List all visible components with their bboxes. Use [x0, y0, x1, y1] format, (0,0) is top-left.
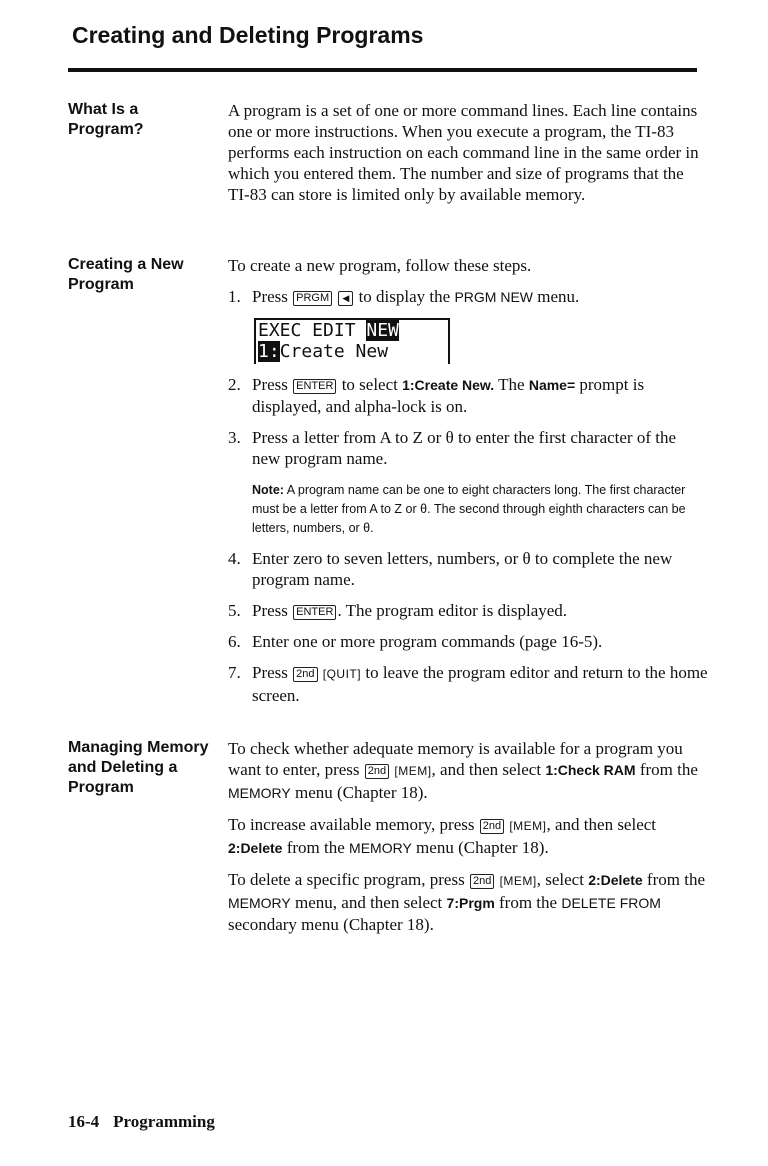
menu-item: 7:Prgm	[446, 895, 495, 911]
section-heading: What Is a Program?	[68, 101, 144, 138]
secondary-function: [MEM]	[499, 874, 537, 888]
secondary-function: [MEM]	[509, 819, 547, 833]
2nd-key: 2nd	[480, 819, 504, 834]
menu-name: DELETE FROM	[561, 895, 661, 911]
step-3: 3. Press a letter from A to Z or θ to enter the first character of the new program name.	[228, 428, 677, 468]
secondary-function: [MEM]	[394, 764, 432, 778]
menu-name: MEMORY	[349, 840, 412, 856]
paragraph-check-memory: To check whether adequate memory is available for a program you want to enter, press 2nd [MEM], and then select 1:Check RAM from the MEMORY menu (Chapter 18).	[228, 739, 698, 802]
paragraph-delete-program: To delete a specific program, press 2nd [MEM], select 2:Delete from the MEMORY menu, and then select 7:Prgm from the DELETE FROM secondary menu (Chapter 18).	[228, 870, 705, 934]
step-7: 7. Press 2nd [QUIT] to leave the program editor and return to the home screen.	[228, 663, 708, 705]
menu-name: MEMORY	[228, 785, 291, 801]
prgm-key: PRGM	[293, 291, 332, 306]
step-4: 4. Enter zero to seven letters, numbers, or θ to complete the new program name.	[228, 549, 673, 589]
menu-item: 1:Create New.	[402, 377, 495, 393]
left-arrow-key: ◀	[338, 291, 353, 306]
note-label: Note:	[252, 483, 284, 497]
highlighted-menu-tab: NEW	[366, 320, 399, 341]
2nd-key: 2nd	[365, 764, 389, 779]
intro-paragraph: To create a new program, follow these steps.	[228, 256, 532, 275]
2nd-key: 2nd	[293, 667, 317, 682]
enter-key: ENTER	[293, 605, 336, 620]
title-rule	[68, 68, 697, 72]
highlighted-menu-number: 1:	[258, 341, 280, 362]
menu-item: 2:Delete	[228, 840, 283, 856]
paragraph-increase-memory: To increase available memory, press 2nd [MEM], and then select 2:Delete from the MEMORY menu (Chapter 18).	[228, 815, 657, 857]
step-5: 5. Press ENTER . The program editor is displayed.	[228, 601, 568, 620]
2nd-key: 2nd	[470, 874, 494, 889]
calculator-screen: EXEC EDIT NEW 1:Create New	[254, 318, 450, 364]
chapter-name: Programming	[113, 1112, 215, 1131]
prompt-name: Name=	[528, 377, 576, 393]
step-2: 2. Press ENTER to select 1:Create New. The Name= prompt is displayed, and alpha-lock is on.	[228, 375, 645, 416]
section-body	[228, 738, 708, 935]
secondary-function: [QUIT]	[322, 667, 362, 681]
enter-key: ENTER	[293, 379, 336, 394]
page-footer	[68, 1112, 215, 1132]
page-number: 16-4	[68, 1112, 100, 1131]
section-body	[228, 100, 708, 205]
menu-item: 2:Delete	[588, 872, 643, 888]
step-6: 6. Enter one or more program commands (page 16-5).	[228, 632, 603, 651]
menu-name: MEMORY	[228, 895, 291, 911]
menu-item: 1:Check RAM	[545, 762, 636, 778]
section-body	[228, 255, 708, 706]
step-1: 1. Press PRGM ◀ to display the PRGM NEW menu.	[228, 287, 580, 306]
page-title: Creating and Deleting Programs	[72, 22, 424, 48]
note: Note: A program name can be one to eight characters long. The first character must be a letter from A to Z or θ. The second through eighth characters can be letters, numbers, or θ.	[252, 483, 686, 535]
section-heading: Managing Memory and Deleting a Program	[68, 739, 209, 796]
menu-name: PRGM NEW	[454, 289, 533, 305]
paragraph: A program is a set of one or more command lines. Each line contains one or more instructions. When you execute a program, the TI-83 performs each instruction on each command line in the same order in which you entered them. The number and size of programs that the TI-83 can store is limited only by available memory.	[228, 101, 699, 204]
section-heading: Creating a New Program	[68, 256, 184, 293]
